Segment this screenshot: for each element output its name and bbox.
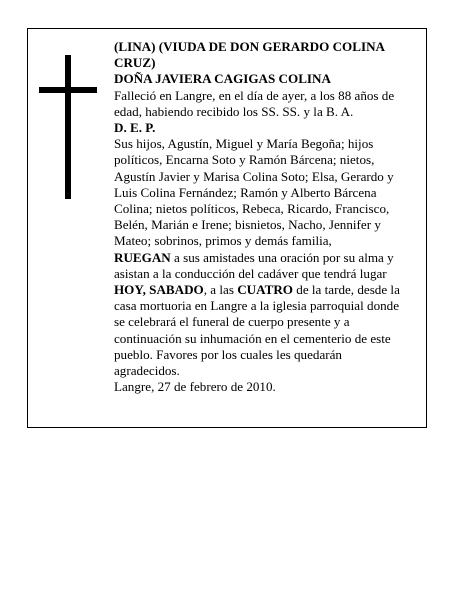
request-text: a sus amistades una oración por su alma y asistan a la conducción del cadáver que tendrá lugar: [114, 249, 394, 281]
funeral-day: HOY, SABADO: [114, 282, 204, 298]
funeral-time: CUATRO: [237, 282, 293, 298]
request-paragraph: [114, 250, 410, 380]
notice-heading: (LINA) (VIUDA DE DON GERARDO COLINA CRUZ): [114, 39, 385, 71]
ruegan-word: RUEGAN: [114, 249, 171, 265]
death-announcement: Falleció en Langre, en el día de ayer, a los 88 años de edad, habiendo recibido los SS. SS. y la B. A.: [114, 87, 395, 119]
deceased-name: DOÑA JAVIERA CAGIGAS COLINA: [114, 71, 331, 87]
cross-vertical-bar: [65, 55, 71, 199]
obituary-notice: [27, 28, 427, 428]
notice-text: [114, 39, 410, 395]
family-list: Sus hijos, Agustín, Miguel y María Begoña; hijos políticos, Encarna Soto y Ramón Bárcena; nietos, Agustín Javier y Marisa Colina Soto; Elsa, Gerardo y Luis Colina Fernández; Ramón y Alberto Bárcena Colina; nietos políticos, Rebeca, Ricardo, Francisco, Belén, Marián e Irene; bisnietos, Nacho, Jennifer y Mateo; sobrinos, primos y demás familia,: [114, 136, 394, 249]
closing-text: de la tarde, desde la casa mortuoria en Langre a la iglesia parroquial donde se celebrará el funeral de cuerpo presente y a continuación su inhumación en el cementerio de este pueblo. Favores por los cuales les quedarán agradecidos.: [114, 282, 400, 379]
cross-icon: [39, 55, 97, 199]
dep-line: D. E. P.: [114, 120, 156, 136]
time-prefix: , a las: [203, 282, 234, 298]
cross-horizontal-bar: [39, 87, 97, 93]
signoff-line: Langre, 27 de febrero de 2010.: [114, 379, 276, 395]
